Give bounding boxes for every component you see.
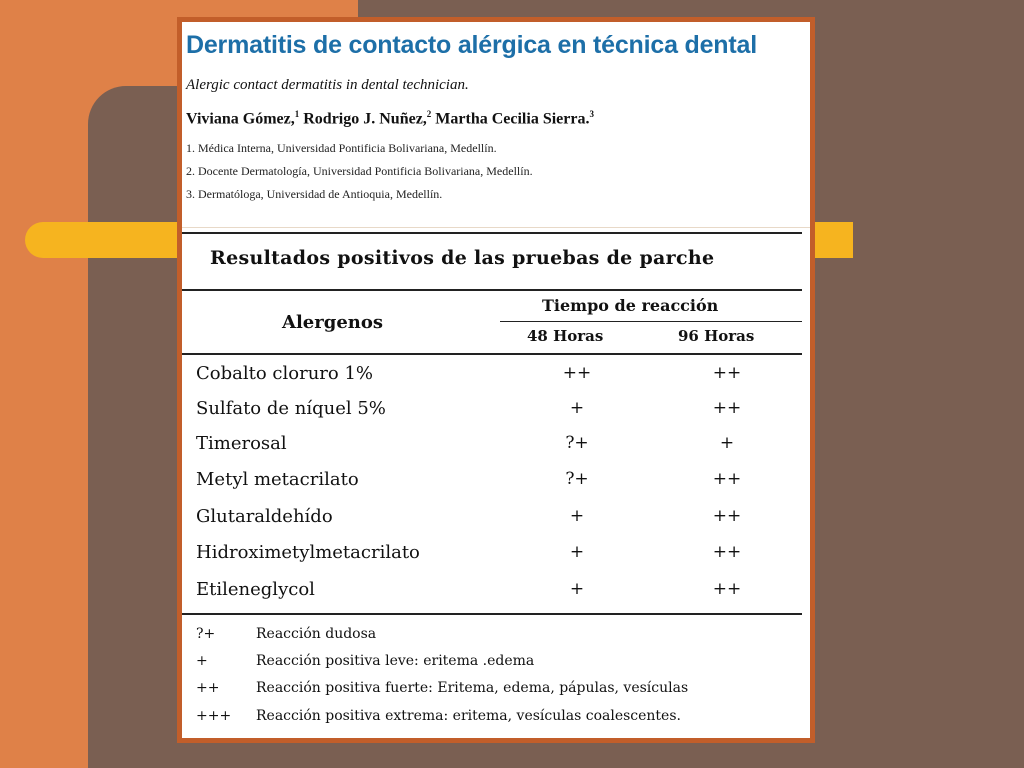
result-48h: +: [569, 506, 585, 526]
article-header: [182, 22, 810, 227]
author-name: Viviana Gómez,: [186, 110, 295, 128]
result-48h: +: [569, 579, 585, 599]
legend-description: Reacción positiva extrema: eritema, vesículas coalescentes.: [256, 708, 681, 724]
result-48h: +: [569, 398, 585, 418]
result-96h: +: [719, 433, 735, 453]
result-96h: ++: [712, 579, 742, 599]
table-row: [182, 433, 810, 463]
result-48h: +: [569, 542, 585, 562]
result-48h: ++: [562, 363, 592, 383]
patch-test-table: [182, 228, 810, 738]
result-48h: ?+: [565, 433, 589, 453]
legend-item: [182, 626, 810, 648]
table-title: Resultados positivos de las pruebas de parche: [210, 247, 715, 269]
result-96h: ++: [712, 506, 742, 526]
legend-item: [182, 708, 810, 730]
allergen-name: Etileneglycol: [196, 579, 315, 600]
affiliation-2: 2. Docente Dermatología, Universidad Pontificia Bolivariana, Medellín.: [186, 164, 533, 178]
allergen-name: Timerosal: [196, 433, 287, 454]
header-96-hours: 96 Horas: [678, 327, 755, 345]
table-row: [182, 579, 810, 609]
legend-item: [182, 680, 810, 702]
result-96h: ++: [712, 542, 742, 562]
table-bottom-rule: [182, 613, 802, 615]
author-name: Rodrigo J. Nuñez,: [303, 110, 427, 128]
author-name: Martha Cecilia Sierra.: [435, 110, 590, 128]
table-row: [182, 363, 810, 393]
table-title-rule: [182, 289, 802, 291]
legend-symbol: +: [196, 653, 208, 669]
article-title: Dermatitis de contacto alérgica en técnica dental: [186, 31, 757, 59]
author-list: [186, 109, 594, 128]
allergen-name: Hidroximetylmetacrilato: [196, 542, 420, 563]
header-reaction-time: Tiempo de reacción: [542, 296, 719, 315]
allergen-name: Sulfato de níquel 5%: [196, 398, 386, 419]
result-96h: ++: [712, 363, 742, 383]
header-allergens: Alergenos: [282, 312, 384, 333]
affiliation-1: 1. Médica Interna, Universidad Pontificia Bolivariana, Medellín.: [186, 141, 497, 155]
legend-item: [182, 653, 810, 675]
result-96h: ++: [712, 469, 742, 489]
legend-description: Reacción positiva leve: eritema .edema: [256, 653, 535, 669]
legend-description: Reacción dudosa: [256, 626, 377, 642]
author-affiliation-number: 1: [294, 109, 300, 119]
result-96h: ++: [712, 398, 742, 418]
allergen-name: Glutaraldehído: [196, 506, 333, 527]
author-affiliation-number: 3: [589, 109, 594, 119]
author-affiliation-number: 2: [426, 109, 432, 119]
slide-image-frame: [177, 17, 815, 743]
legend-symbol: ?+: [196, 626, 216, 642]
table-row: [182, 469, 810, 499]
allergen-name: Metyl metacrilato: [196, 469, 359, 490]
document-image: [182, 22, 810, 738]
table-row: [182, 506, 810, 536]
table-row: [182, 542, 810, 572]
table-row: [182, 398, 810, 428]
affiliation-3: 3. Dermatóloga, Universidad de Antioquia, Medellín.: [186, 187, 443, 201]
header-group-rule: [500, 321, 802, 322]
result-48h: ?+: [565, 469, 589, 489]
legend-symbol: +++: [196, 708, 232, 724]
header-48-hours: 48 Horas: [527, 327, 604, 345]
legend-description: Reacción positiva fuerte: Eritema, edema, pápulas, vesículas: [256, 680, 689, 696]
legend-symbol: ++: [196, 680, 220, 696]
article-subtitle: Alergic contact dermatitis in dental technician.: [186, 77, 469, 93]
header-bottom-rule: [182, 353, 802, 355]
table-top-rule: [182, 232, 802, 234]
allergen-name: Cobalto cloruro 1%: [196, 363, 374, 384]
